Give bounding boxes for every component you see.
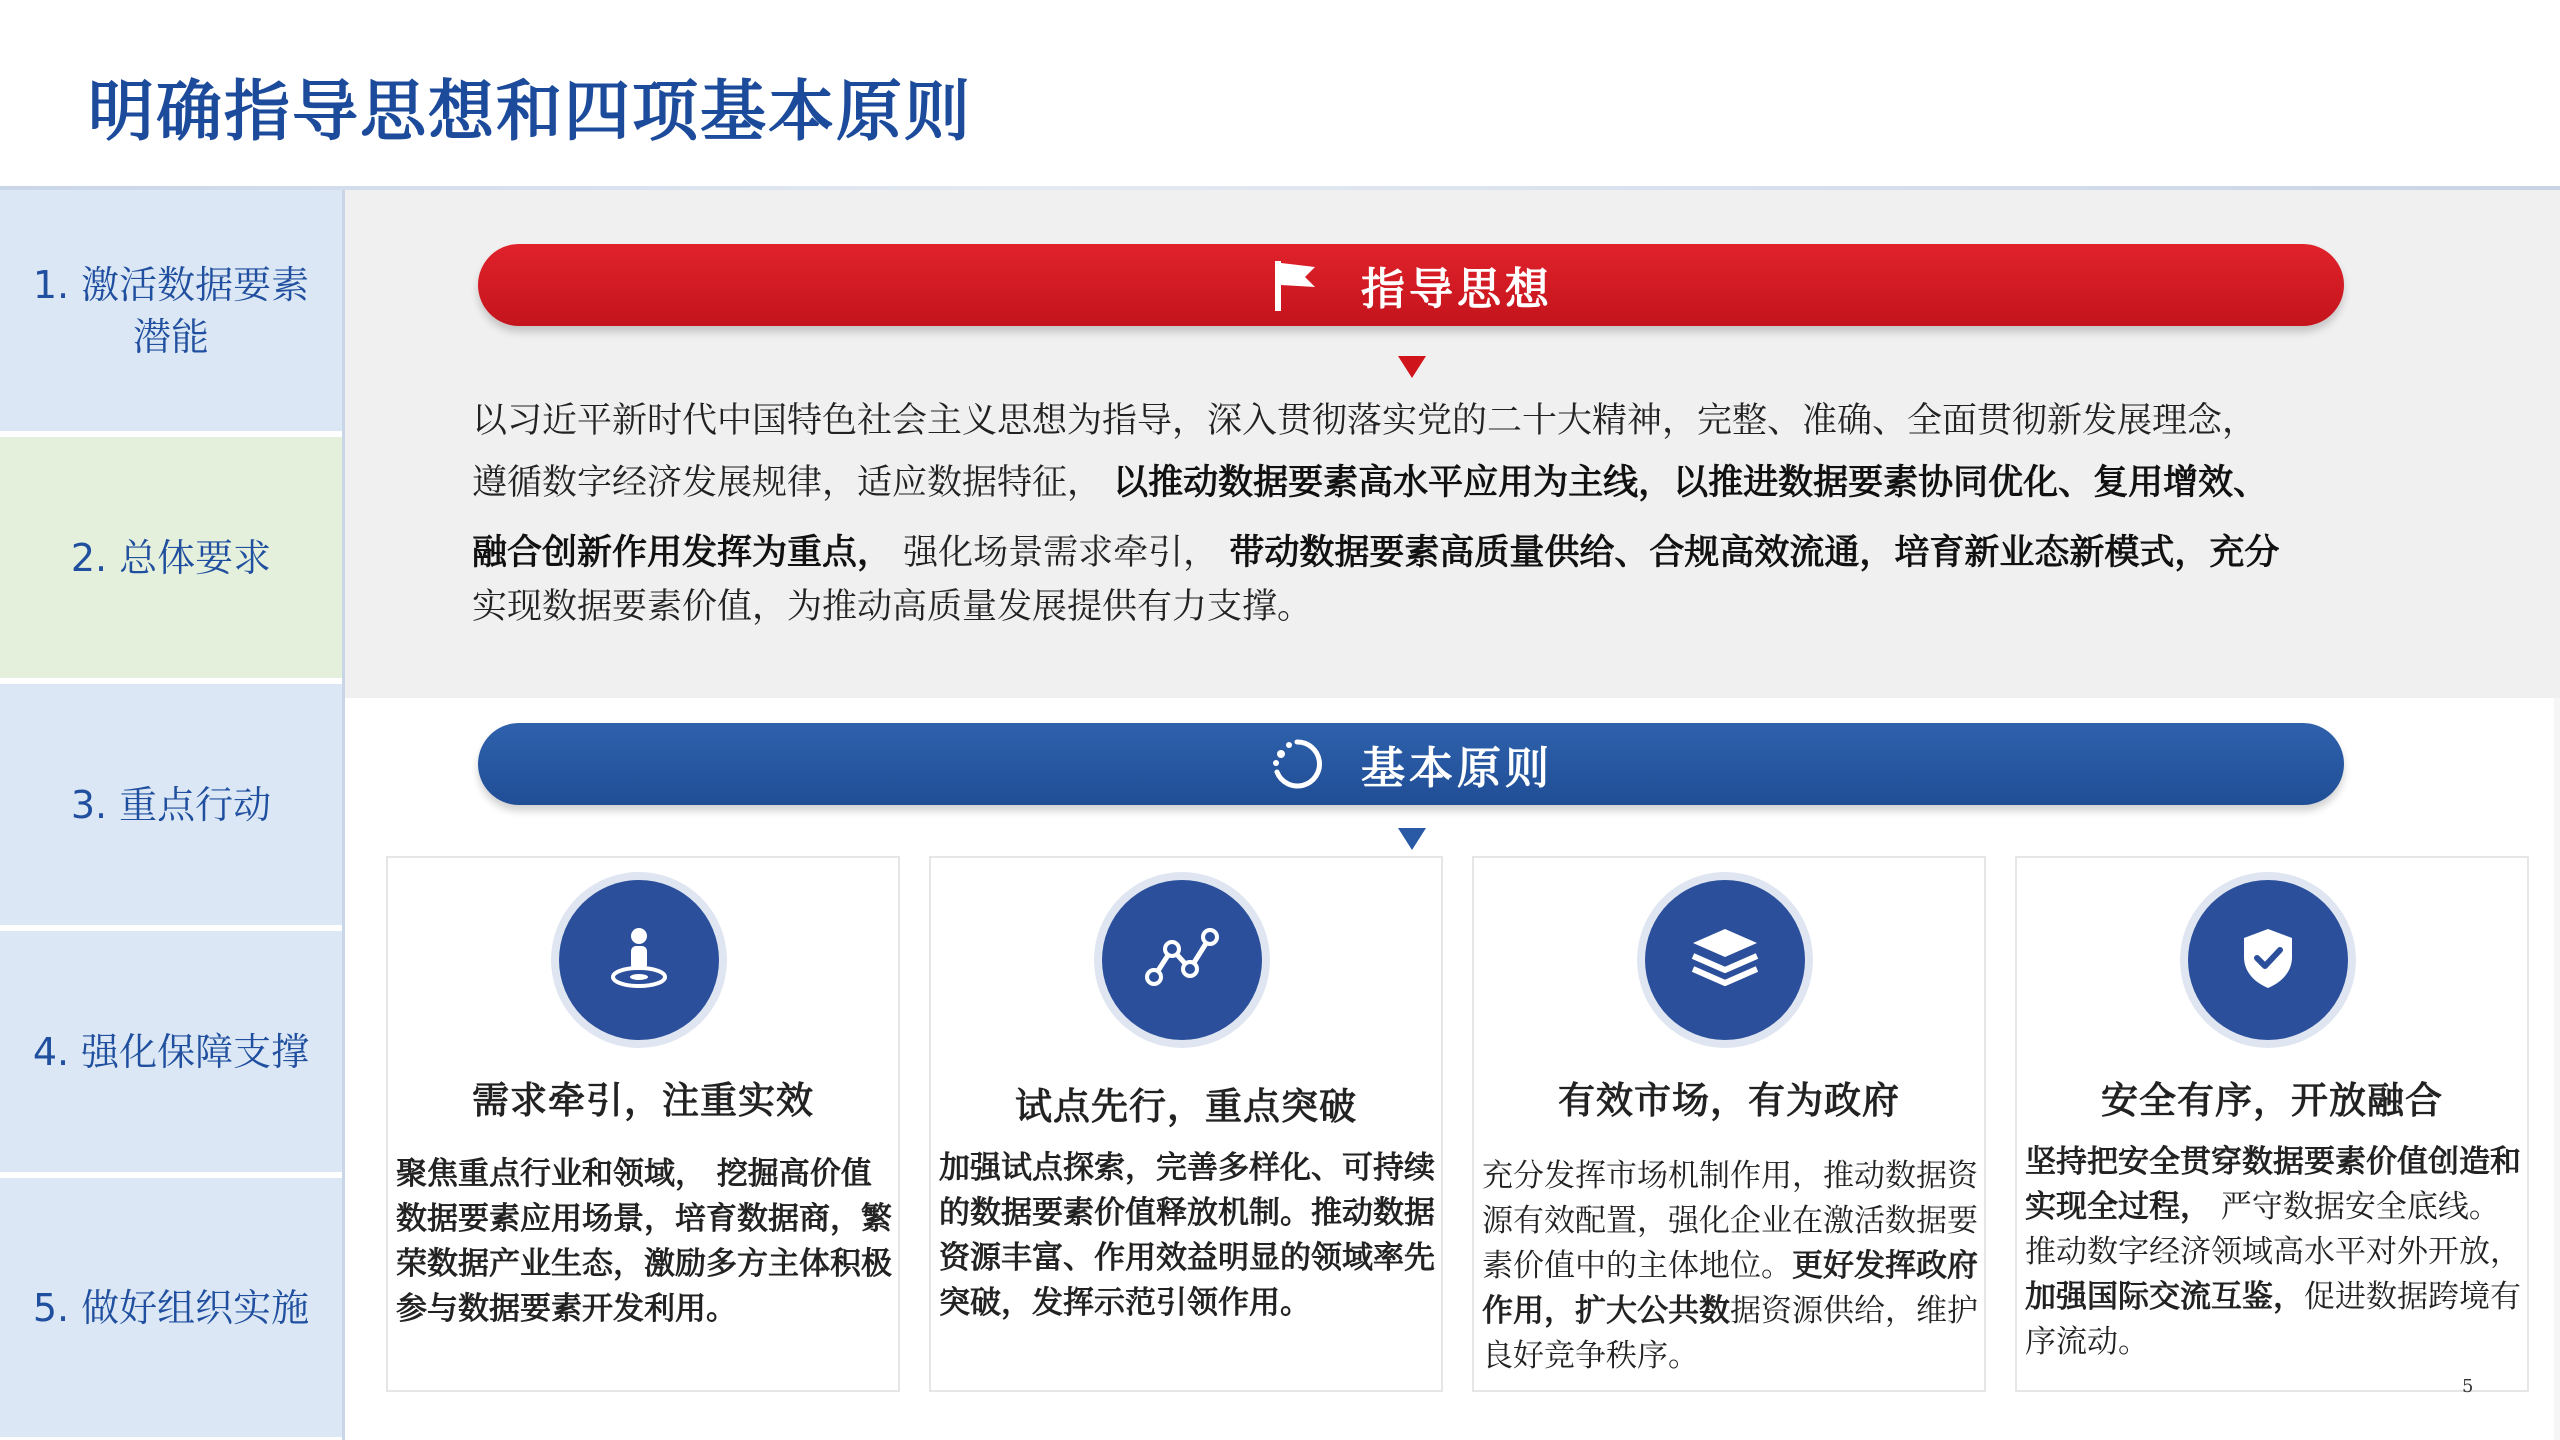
principle-body: 聚焦重点行业和领域， 挖掘高价值数据要素应用场景，培育数据商，繁荣数据产业生态，激励多方主体积极参与数据要素开发利用。 [396,1156,892,1327]
guide-line-3-bold-b: 带动数据要素高质量供给、合规高效流通，培育新业态新模式，充分 [1229,533,2280,573]
sidebar-item-implementation[interactable] [0,1178,342,1440]
guide-line-3-bold-a: 融合创新作用发挥为重点， [472,533,893,573]
guide-line-2-bold: 以推动数据要素高水平应用为主线，以推进数据要素协同优化、复用增效、 [1113,463,2269,503]
sidebar-item-actions[interactable] [0,684,342,928]
guide-line-3-normal: 强化场景需求牵引， [903,533,1219,573]
principle-card-pilot [929,856,1443,1392]
layers-icon [1687,923,1763,997]
trend-nodes-icon [1142,923,1222,997]
guiding-thought-text [472,390,2392,638]
shield-check-icon [2238,925,2298,995]
page-number: 5 [2462,1376,2474,1397]
principle-body-normal-a: 严守数据安全底线。推动数字经济领域高水平对外开放， [2025,1189,2521,1270]
down-arrow-icon [1398,828,1426,850]
principle-title: 安全有序，开放融合 [2101,1079,2443,1122]
sidebar-item-support[interactable] [0,931,342,1175]
principle-card-demand [386,856,900,1392]
guide-line-4: 实现数据要素价值，为推动高质量发展提供有力支撑。 [472,587,1313,627]
sidebar-item-label-line2: 潜能 [132,314,209,359]
principle-body-normal-b: 据资源供给，维护良好竞争秩序。 [1482,1293,1978,1374]
basic-principles-title: 基本原则 [1361,743,1553,794]
principle-title: 需求牵引，注重实效 [472,1079,814,1122]
principle-icon-circle [1645,880,1805,1040]
sidebar-item-activate[interactable] [0,190,342,434]
guide-line-3 [472,522,2392,584]
guide-line-2 [472,452,2392,514]
principle-title: 有效市场，有为政府 [1558,1079,1900,1122]
down-arrow-icon [1398,356,1426,378]
principle-icon-circle [1102,880,1262,1040]
principle-body-bold: 更好发挥政府作用，扩大公共数 [1482,1248,1978,1329]
person-target-icon [604,923,674,997]
principle-body-normal-a: 充分发挥市场机制作用，推动数据资源有效配置，强化企业在激活数据要素价值中的主体地位。 [1482,1158,1978,1284]
principle-body-bold-a: 坚持把安全贯穿数据要素价值创造和实现全过程， [2025,1144,2521,1225]
principle-title: 试点先行，重点突破 [1015,1085,1357,1128]
sidebar-item-overall[interactable] [0,437,342,681]
guiding-thought-title: 指导思想 [1361,264,1553,315]
cycle-icon [1269,736,1321,792]
principle-icon-circle [2188,880,2348,1040]
sidebar-item-label: 3. 重点行动 [70,782,272,827]
principle-body: 加强试点探索，完善多样化、可持续的数据要素价值释放机制。推动数据资源丰富、作用效益明显的领域率先突破，发挥示范引领作用。 [939,1150,1435,1321]
page-title: 明确指导思想和四项基本原则 [88,73,972,150]
principle-card-market [1472,856,1986,1392]
principle-icon-circle [559,880,719,1040]
principle-card-security [2015,856,2529,1392]
sidebar-item-label: 5. 做好组织实施 [32,1285,310,1330]
sidebar-nav [0,190,345,1440]
sidebar-item-label: 4. 强化保障支撑 [32,1029,310,1074]
guide-line-2-normal: 遵循数字经济发展规律，适应数据特征， [472,463,1103,503]
basic-principles-banner [478,723,2344,805]
principle-body [1482,1154,1978,1379]
principle-body-normal-b: 促进数据跨境有序流动。 [2025,1279,2521,1360]
principle-body-bold-b: 加强国际交流互鉴， [2025,1279,2304,1315]
principle-body [2025,1140,2521,1365]
guiding-thought-banner [478,244,2344,326]
sidebar-item-label: 1. 激活数据要素 [32,262,310,307]
sidebar-item-label: 2. 总体要求 [70,535,272,580]
guide-line-1: 以习近平新时代中国特色社会主义思想为指导，深入贯彻落实党的二十大精神，完整、准确、全面贯彻新发展理念， [472,401,2258,441]
flag-icon [1269,257,1321,313]
